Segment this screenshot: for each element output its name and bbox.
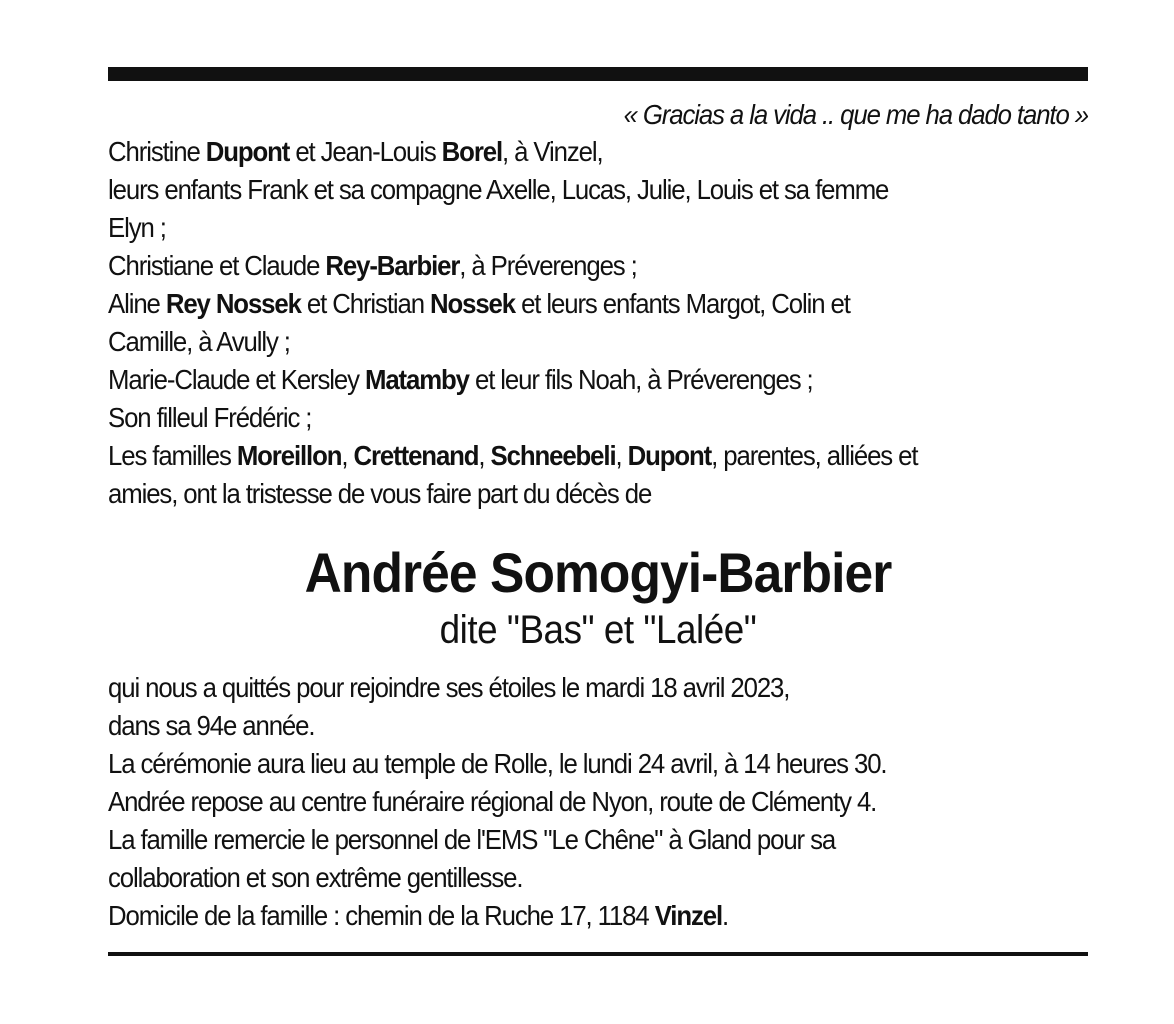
- ceremony-details: [108, 669, 1088, 935]
- deceased-nickname: dite "Bas" et "Lalée": [439, 608, 757, 652]
- family-line: Camille, à Avully ;: [108, 326, 290, 357]
- deceased-name: Andrée Somogyi-Barbier: [304, 541, 892, 604]
- family-line: Son filleul Frédéric ;: [108, 402, 312, 433]
- family-line: Christine Dupont et Jean-Louis Borel, à Vinzel,: [108, 136, 603, 167]
- detail-line: La cérémonie aura lieu au temple de Rolle, le lundi 24 avril, à 14 heures 30.: [108, 748, 887, 779]
- detail-line: collaboration et son extrême gentillesse.: [108, 862, 523, 893]
- detail-line: Domicile de la famille : chemin de la Ruche 17, 1184 Vinzel.: [108, 900, 729, 931]
- bottom-rule: [108, 952, 1088, 956]
- top-rule: [108, 67, 1088, 81]
- family-line: Christiane et Claude Rey-Barbier, à Préverenges ;: [108, 250, 637, 281]
- detail-line: La famille remercie le personnel de l'EMS "Le Chêne" à Gland pour sa: [108, 824, 836, 855]
- family-list: [108, 133, 1088, 513]
- family-line: Marie-Claude et Kersley Matamby et leur fils Noah, à Préverenges ;: [108, 364, 813, 395]
- family-line: Elyn ;: [108, 212, 166, 243]
- family-line: Aline Rey Nossek et Christian Nossek et leurs enfants Margot, Colin et: [108, 288, 850, 319]
- family-line: Les familles Moreillon, Crettenand, Schneebeli, Dupont, parentes, alliées et: [108, 440, 918, 471]
- detail-line: Andrée repose au centre funéraire régional de Nyon, route de Clémenty 4.: [108, 786, 877, 817]
- family-line: amies, ont la tristesse de vous faire part du décès de: [108, 478, 652, 509]
- epigraph-quote: « Gracias a la vida .. que me ha dado tanto »: [623, 99, 1088, 130]
- detail-line: dans sa 94e année.: [108, 710, 315, 741]
- death-notice: [108, 67, 1088, 935]
- detail-line: qui nous a quittés pour rejoindre ses étoiles le mardi 18 avril 2023,: [108, 672, 790, 703]
- family-line: leurs enfants Frank et sa compagne Axelle, Lucas, Julie, Louis et sa femme: [108, 174, 889, 205]
